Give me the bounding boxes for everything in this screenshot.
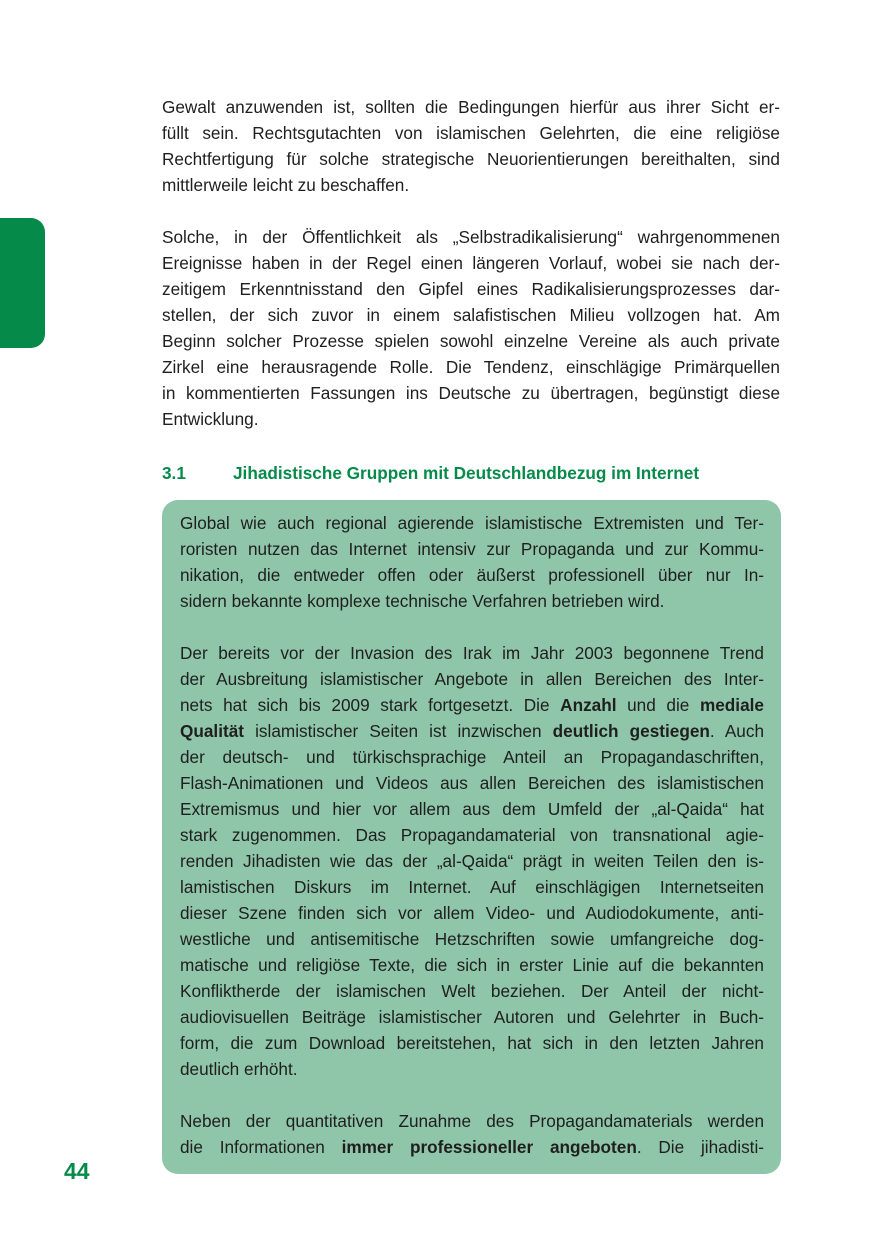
- text-line: Solche, in der Öffentlichkeit als „Selbstradikalisierung“ wahrgenommenen: [162, 227, 780, 247]
- text-line: Konfliktherde der islamischen Welt beziehen. Der Anteil der nicht-: [180, 981, 764, 1001]
- text-line: renden Jihadisten wie das der „al-Qaida“ prägt in weiten Teilen den is-: [180, 851, 764, 871]
- text-line: Ereignisse haben in der Regel einen längeren Vorlauf, wobei sie nach der-: [162, 253, 780, 273]
- text-line: Beginn solcher Prozesse spielen sowohl einzelne Vereine als auch private: [162, 331, 780, 351]
- text-line: füllt sein. Rechtsgutachten von islamischen Gelehrten, die eine religiöse: [162, 123, 780, 143]
- text-line: form, die zum Download bereitstehen, hat sich in den letzten Jahren: [180, 1033, 764, 1053]
- bold-term-qualitaet: Qualität: [180, 721, 244, 741]
- text-run: islamistischer Seiten ist inzwischen: [243, 721, 553, 741]
- highlight-box: [162, 500, 781, 1174]
- bold-term-deutlich-gestiegen: deutlich gestiegen: [552, 721, 710, 741]
- text-line: [180, 692, 764, 718]
- section-number: 3.1: [162, 463, 186, 483]
- text-line: zeitigem Erkenntnisstand den Gipfel eines Radikalisierungsprozesses dar-: [162, 279, 780, 299]
- text-line: deutlich erhöht.: [180, 1059, 298, 1079]
- text-line: Zirkel eine herausragende Rolle. Die Tendenz, einschlägige Primärquellen: [162, 357, 780, 377]
- text-line: Gewalt anzuwenden ist, sollten die Bedingungen hierfür aus ihrer Sicht er-: [162, 97, 780, 117]
- text-line: der deutsch- und türkischsprachige Anteil an Propagandaschriften,: [180, 747, 764, 767]
- text-line: lamistischen Diskurs im Internet. Auf einschlägigen Internetseiten: [180, 877, 764, 897]
- text-line: Neben der quantitativen Zunahme des Propagandamaterials werden: [180, 1111, 764, 1131]
- section-title: Jihadistische Gruppen mit Deutschlandbezug im Internet: [233, 463, 700, 483]
- text-run: nets hat sich bis 2009 stark fortgesetzt. Die: [180, 695, 561, 715]
- bold-term-anzahl: Anzahl: [560, 695, 617, 715]
- text-line: Flash-Animationen und Videos aus allen Bereichen des islamistischen: [180, 773, 764, 793]
- bold-term-professionell: immer professioneller angeboten: [341, 1137, 637, 1157]
- text-line: dieser Szene finden sich vor allem Video- und Audiodokumente, anti-: [180, 903, 764, 923]
- text-line: Entwicklung.: [162, 409, 259, 429]
- text-line: Global wie auch regional agierende islamistische Extremisten und Ter-: [180, 513, 764, 533]
- box-paragraph-3: [180, 1108, 764, 1160]
- bold-term-mediale: mediale: [699, 695, 764, 715]
- page-number: 44: [64, 1158, 90, 1184]
- body-paragraph-2: [162, 224, 780, 432]
- text-run: die Informationen: [180, 1137, 342, 1157]
- text-line: stark zugenommen. Das Propagandamaterial von transnational agie-: [180, 825, 764, 845]
- text-line: in kommentierten Fassungen ins Deutsche zu übertragen, begünstigt diese: [162, 383, 780, 403]
- text-run: . Die jihadisti-: [636, 1137, 764, 1157]
- text-line: audiovisuellen Beiträge islamistischer Autoren und Gelehrter in Buch-: [180, 1007, 764, 1027]
- text-run: . Auch: [709, 721, 764, 741]
- text-line: matische und religiöse Texte, die sich in erster Linie auf die bekannten: [180, 955, 764, 975]
- text-line: sidern bekannte komplexe technische Verfahren betrieben wird.: [180, 591, 665, 611]
- text-line: Der bereits vor der Invasion des Irak im Jahr 2003 begonnene Trend: [180, 643, 764, 663]
- text-line: roristen nutzen das Internet intensiv zur Propaganda und zur Kommu-: [180, 539, 764, 559]
- section-heading: [162, 460, 780, 486]
- text-line: westliche und antisemitische Hetzschriften sowie umfangreiche dog-: [180, 929, 764, 949]
- text-line: Rechtfertigung für solche strategische Neuorientierungen bereithalten, sind: [162, 149, 780, 169]
- box-paragraph-1: [180, 510, 764, 614]
- text-line: Extremismus und hier vor allem aus dem Umfeld der „al-Qaida“ hat: [180, 799, 764, 819]
- box-paragraph-2: [180, 640, 764, 1082]
- text-run: und die: [616, 695, 700, 715]
- text-line: der Ausbreitung islamistischer Angebote in allen Bereichen des Inter-: [180, 669, 764, 689]
- text-line: [180, 1134, 764, 1160]
- chapter-tab-marker: [0, 218, 45, 348]
- body-paragraph-1: [162, 94, 780, 198]
- text-line: stellen, der sich zuvor in einem salafistischen Milieu vollzogen hat. Am: [162, 305, 780, 325]
- text-line: [180, 718, 764, 744]
- text-line: mittlerweile leicht zu beschaffen.: [162, 175, 410, 195]
- text-line: nikation, die entweder offen oder äußerst professionell über nur In-: [180, 565, 764, 585]
